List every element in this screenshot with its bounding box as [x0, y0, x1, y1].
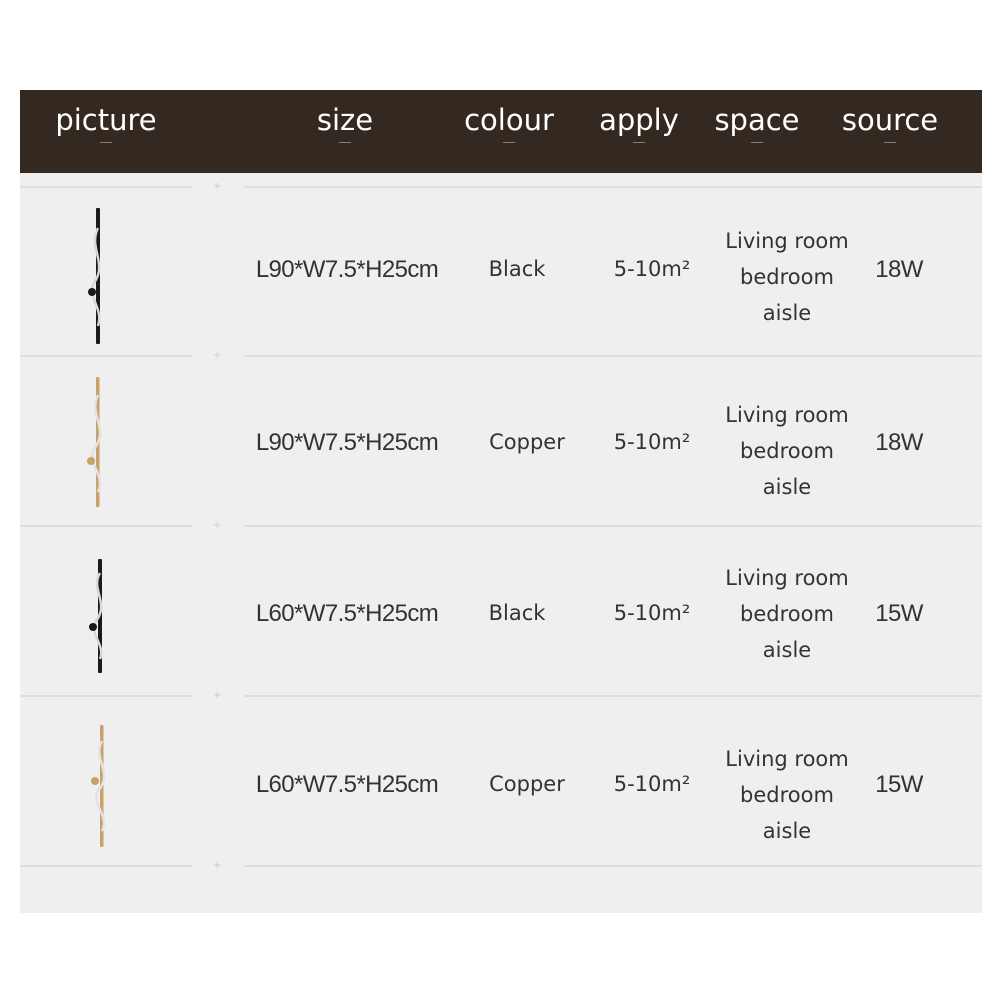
plus-mark: +: [213, 350, 222, 361]
wall-lamp-black-image: [80, 208, 110, 344]
header-picture-label: picture: [55, 103, 157, 137]
space-line-2: bedroom: [740, 439, 834, 463]
colour-value: Copper: [489, 772, 565, 796]
wall-lamp-copper-image: [82, 377, 112, 507]
space-line-3: aisle: [762, 819, 812, 843]
plus-mark: +: [213, 690, 222, 701]
header-dash: [503, 142, 515, 143]
table-row: [20, 357, 982, 527]
apply-value: 5-10m²: [613, 601, 691, 625]
colour-value: Black: [488, 601, 546, 625]
header-picture: [50, 104, 162, 136]
apply-value: 5-10m²: [613, 430, 691, 454]
spec-table: [20, 90, 982, 913]
header-dash: [339, 142, 351, 143]
header-dash: [751, 142, 763, 143]
table-row: [20, 188, 982, 361]
header-dash: [884, 142, 896, 143]
table-row: [20, 527, 982, 697]
space-line-2: bedroom: [740, 783, 834, 807]
apply-value: 5-10m²: [613, 772, 691, 796]
wall-lamp-copper-image: [86, 725, 116, 847]
space-line-1: Living room: [725, 403, 849, 427]
size-value: L90*W7.5*H25cm: [255, 429, 439, 456]
source-value: 15W: [875, 600, 923, 627]
header-space: [710, 104, 804, 136]
plus-mark: +: [213, 520, 222, 531]
plus-mark: +: [213, 181, 222, 192]
table-header: [20, 90, 982, 173]
space-line-1: Living room: [725, 566, 849, 590]
space-line-3: aisle: [762, 475, 812, 499]
header-size-label: size: [316, 103, 374, 137]
size-value: L60*W7.5*H25cm: [255, 771, 439, 798]
source-value: 18W: [875, 429, 923, 456]
space-line-1: Living room: [725, 229, 849, 253]
header-colour-label: colour: [464, 103, 554, 137]
header-dash: [633, 142, 645, 143]
header-source: [838, 104, 942, 136]
plus-mark: +: [213, 860, 222, 871]
space-line-2: bedroom: [740, 602, 834, 626]
source-value: 18W: [875, 256, 923, 283]
wall-lamp-black-image: [82, 559, 112, 673]
space-line-3: aisle: [762, 638, 812, 662]
size-value: L60*W7.5*H25cm: [255, 600, 439, 627]
space-line-3: aisle: [762, 301, 812, 325]
source-value: 15W: [875, 771, 923, 798]
header-colour: [457, 104, 561, 136]
colour-value: Copper: [489, 430, 565, 454]
header-dash: [100, 142, 112, 143]
header-apply: [594, 104, 684, 136]
header-source-label: source: [841, 103, 939, 137]
header-space-label: space: [714, 103, 800, 137]
header-apply-label: apply: [599, 103, 679, 137]
space-line-2: bedroom: [740, 265, 834, 289]
colour-value: Black: [488, 257, 546, 281]
header-size: [305, 104, 385, 136]
space-line-1: Living room: [725, 747, 849, 771]
table-row: [20, 697, 982, 867]
size-value: L90*W7.5*H25cm: [255, 256, 439, 283]
apply-value: 5-10m²: [613, 257, 691, 281]
